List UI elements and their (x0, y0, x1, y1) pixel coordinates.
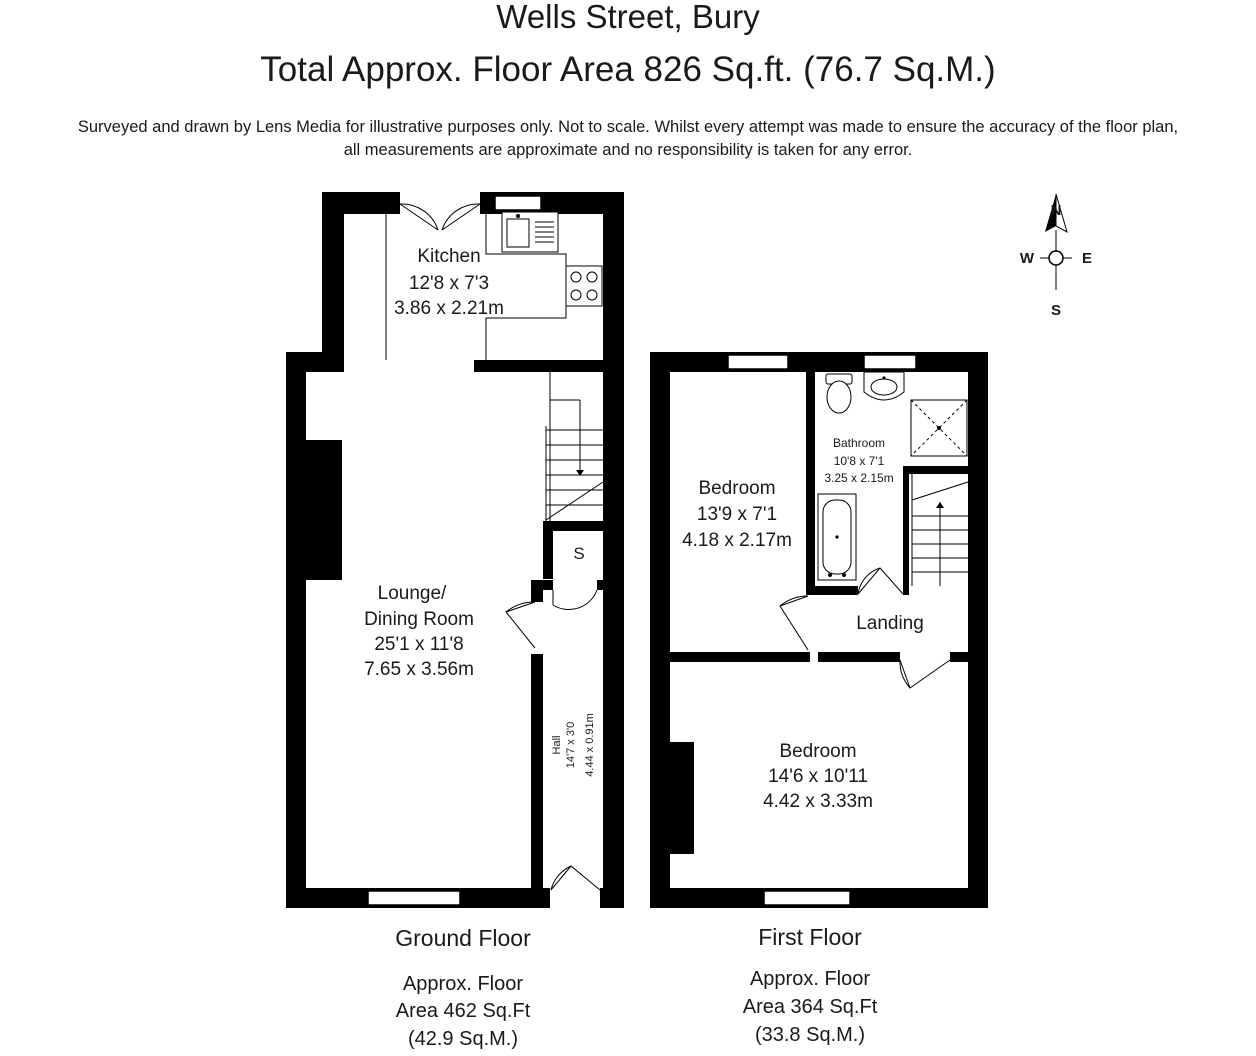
ground-floor-label: Ground Floor (395, 925, 531, 951)
bathroom-metric: 3.25 x 2.15m (824, 471, 894, 485)
basin-icon (864, 372, 904, 400)
bathroom-imperial: 10'8 x 7'1 (833, 454, 885, 468)
compass-e: E (1081, 250, 1093, 267)
bathroom-name: Bathroom (832, 436, 886, 450)
ground-stairs-icon (546, 372, 603, 521)
first-floor-label: First Floor (758, 924, 862, 950)
bedroom-2-name: Bedroom (779, 741, 857, 762)
ground-floor-area-2: Area 462 Sq.Ft (395, 1000, 531, 1022)
shower-icon (911, 400, 967, 456)
total-area: Total Approx. Floor Area 826 Sq.ft. (76.7 Sq.M.) (260, 50, 996, 89)
bedroom-1-imperial: 13'9 x 7'1 (696, 504, 778, 525)
first-floor-area-3: (33.8 Sq.M.) (754, 1024, 866, 1046)
ground-floor-area-3: (42.9 Sq.M.) (407, 1028, 519, 1050)
compass-icon (1020, 194, 1092, 319)
lounge-metric: 7.65 x 3.56m (364, 659, 474, 680)
hob-icon (566, 266, 602, 306)
first-floor-area-2: Area 364 Sq.Ft (742, 996, 878, 1018)
bedroom-2-imperial: 14'6 x 10'11 (768, 766, 868, 787)
store-label: S (573, 544, 585, 563)
kitchen-imperial: 12'8 x 7'3 (408, 273, 490, 294)
bath-icon (818, 494, 856, 580)
hall-name: Hall (551, 735, 563, 755)
disclaimer-line-1: Surveyed and drawn by Lens Media for illustrative purposes only. Not to scale. Whilst every attempt was made to ensure the accuracy of the floor plan, (77, 118, 1179, 136)
compass-s: S (1050, 302, 1062, 319)
page-title: Wells Street, Bury (496, 0, 760, 35)
bedroom-1-name: Bedroom (698, 478, 776, 499)
landing-name: Landing (856, 613, 924, 634)
lounge-name-1: Lounge/ (377, 583, 447, 604)
ground-floor-area-1: Approx. Floor (402, 973, 524, 995)
first-floor-plan (650, 352, 988, 908)
disclaimer-line-2: all measurements are approximate and no responsibility is taken for any error. (343, 141, 913, 159)
compass-w: W (1019, 250, 1035, 267)
kitchen-metric: 3.86 x 2.21m (394, 298, 504, 319)
bedroom-1-metric: 4.18 x 2.17m (682, 530, 792, 551)
kitchen-name: Kitchen (417, 246, 481, 267)
first-floor-area-1: Approx. Floor (749, 968, 871, 990)
first-stairs-icon (912, 474, 968, 586)
bedroom-2-metric: 4.42 x 3.33m (763, 791, 873, 812)
lounge-name-2: Dining Room (364, 609, 474, 630)
hall-imperial: 14'7 x 3'0 (565, 721, 577, 769)
lounge-imperial: 25'1 x 11'8 (374, 634, 464, 655)
compass-n: N (1050, 202, 1062, 219)
hall-metric: 4.44 x 0.91m (584, 713, 596, 777)
hall-label (551, 713, 596, 777)
toilet-icon (826, 374, 852, 413)
